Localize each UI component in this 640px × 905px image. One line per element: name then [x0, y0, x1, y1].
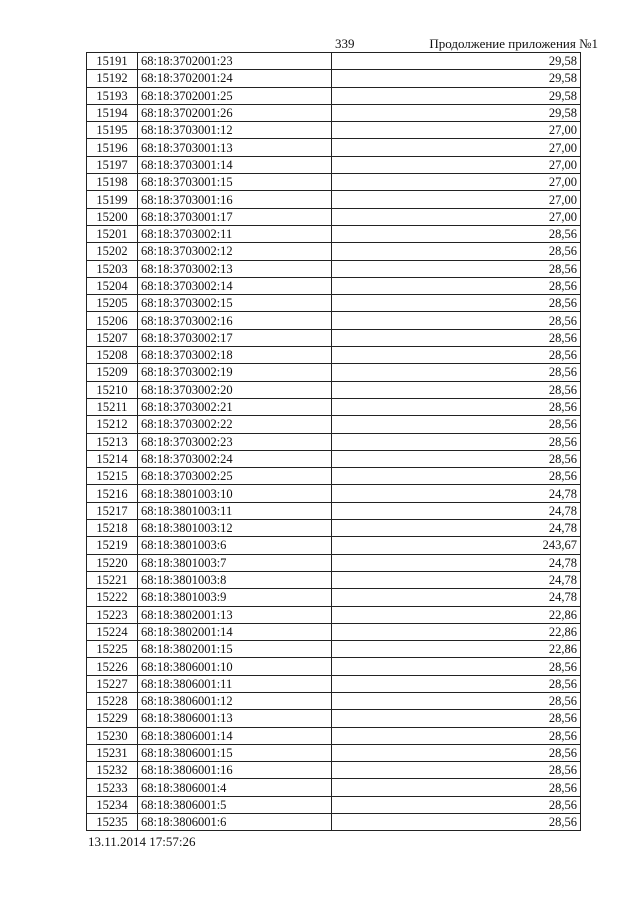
row-number-cell: 15228 [87, 692, 138, 709]
row-number-cell: 15191 [87, 53, 138, 70]
value-cell: 28,56 [332, 692, 581, 709]
cadastral-number-cell: 68:18:3702001:23 [138, 53, 332, 70]
value-cell: 29,58 [332, 70, 581, 87]
value-cell: 28,56 [332, 329, 581, 346]
value-cell: 27,00 [332, 208, 581, 225]
table-row [87, 191, 581, 208]
cadastral-number-cell: 68:18:3703001:16 [138, 191, 332, 208]
cadastral-number-cell: 68:18:3702001:25 [138, 87, 332, 104]
table-row [87, 329, 581, 346]
table-row [87, 520, 581, 537]
value-cell: 27,00 [332, 139, 581, 156]
cadastral-number-cell: 68:18:3703002:17 [138, 329, 332, 346]
row-number-cell: 15212 [87, 416, 138, 433]
cadastral-number-cell: 68:18:3806001:6 [138, 814, 332, 831]
cadastral-number-cell: 68:18:3703001:13 [138, 139, 332, 156]
value-cell: 28,56 [332, 398, 581, 415]
table-row [87, 225, 581, 242]
cadastral-number-cell: 68:18:3801003:9 [138, 589, 332, 606]
row-number-cell: 15227 [87, 675, 138, 692]
page-number: 339 [335, 36, 355, 51]
table-row [87, 156, 581, 173]
cadastral-number-cell: 68:18:3703002:19 [138, 364, 332, 381]
row-number-cell: 15226 [87, 658, 138, 675]
cadastral-number-cell: 68:18:3702001:26 [138, 104, 332, 121]
value-cell: 22,86 [332, 623, 581, 640]
cadastral-number-cell: 68:18:3703002:14 [138, 277, 332, 294]
value-cell: 24,78 [332, 485, 581, 502]
cadastral-number-cell: 68:18:3806001:4 [138, 779, 332, 796]
row-number-cell: 15199 [87, 191, 138, 208]
row-number-cell: 15230 [87, 727, 138, 744]
cadastral-number-cell: 68:18:3802001:13 [138, 606, 332, 623]
value-cell: 28,56 [332, 779, 581, 796]
row-number-cell: 15202 [87, 243, 138, 260]
value-cell: 28,56 [332, 744, 581, 761]
row-number-cell: 15215 [87, 468, 138, 485]
cadastral-number-cell: 68:18:3703002:25 [138, 468, 332, 485]
table-row [87, 554, 581, 571]
continuation-label: Продолжение приложения №1 [429, 36, 598, 51]
table-row [87, 537, 581, 554]
value-cell: 28,56 [332, 762, 581, 779]
row-number-cell: 15194 [87, 104, 138, 121]
cadastral-number-cell: 68:18:3703002:22 [138, 416, 332, 433]
cadastral-number-cell: 68:18:3806001:13 [138, 710, 332, 727]
row-number-cell: 15232 [87, 762, 138, 779]
value-cell: 24,78 [332, 571, 581, 588]
value-cell: 29,58 [332, 87, 581, 104]
table-row [87, 416, 581, 433]
value-cell: 29,58 [332, 104, 581, 121]
value-cell: 28,56 [332, 416, 581, 433]
value-cell: 28,56 [332, 450, 581, 467]
cadastral-number-cell: 68:18:3806001:5 [138, 796, 332, 813]
cadastral-number-cell: 68:18:3806001:15 [138, 744, 332, 761]
value-cell: 28,56 [332, 277, 581, 294]
row-number-cell: 15198 [87, 174, 138, 191]
value-cell: 27,00 [332, 122, 581, 139]
cadastral-number-cell: 68:18:3801003:10 [138, 485, 332, 502]
table-body [87, 53, 581, 831]
table-row [87, 589, 581, 606]
table-row [87, 692, 581, 709]
row-number-cell: 15197 [87, 156, 138, 173]
row-number-cell: 15224 [87, 623, 138, 640]
row-number-cell: 15216 [87, 485, 138, 502]
value-cell: 28,56 [332, 468, 581, 485]
cadastral-number-cell: 68:18:3806001:11 [138, 675, 332, 692]
table-row [87, 727, 581, 744]
table-row [87, 571, 581, 588]
table-row [87, 87, 581, 104]
row-number-cell: 15200 [87, 208, 138, 225]
value-cell: 28,56 [332, 225, 581, 242]
table-row [87, 122, 581, 139]
table-row [87, 295, 581, 312]
cadastral-number-cell: 68:18:3703002:23 [138, 433, 332, 450]
row-number-cell: 15210 [87, 381, 138, 398]
cadastral-number-cell: 68:18:3801003:8 [138, 571, 332, 588]
value-cell: 28,56 [332, 675, 581, 692]
cadastral-number-cell: 68:18:3702001:24 [138, 70, 332, 87]
row-number-cell: 15219 [87, 537, 138, 554]
table-row [87, 70, 581, 87]
cadastral-number-cell: 68:18:3703002:24 [138, 450, 332, 467]
table-row [87, 53, 581, 70]
cadastral-number-cell: 68:18:3801003:11 [138, 502, 332, 519]
value-cell: 27,00 [332, 156, 581, 173]
cadastral-number-cell: 68:18:3806001:12 [138, 692, 332, 709]
cadastral-number-cell: 68:18:3703002:16 [138, 312, 332, 329]
row-number-cell: 15222 [87, 589, 138, 606]
table-row [87, 710, 581, 727]
table-row [87, 641, 581, 658]
row-number-cell: 15208 [87, 347, 138, 364]
table-row [87, 814, 581, 831]
table-row [87, 208, 581, 225]
cadastral-number-cell: 68:18:3703001:15 [138, 174, 332, 191]
row-number-cell: 15205 [87, 295, 138, 312]
value-cell: 28,56 [332, 433, 581, 450]
row-number-cell: 15195 [87, 122, 138, 139]
table-row [87, 364, 581, 381]
row-number-cell: 15223 [87, 606, 138, 623]
value-cell: 243,67 [332, 537, 581, 554]
row-number-cell: 15221 [87, 571, 138, 588]
value-cell: 28,56 [332, 710, 581, 727]
table-row [87, 312, 581, 329]
row-number-cell: 15192 [87, 70, 138, 87]
table-row [87, 243, 581, 260]
value-cell: 22,86 [332, 641, 581, 658]
row-number-cell: 15203 [87, 260, 138, 277]
table-row [87, 381, 581, 398]
row-number-cell: 15218 [87, 520, 138, 537]
table-row [87, 779, 581, 796]
table-row [87, 675, 581, 692]
value-cell: 28,56 [332, 658, 581, 675]
table-row [87, 277, 581, 294]
cadastral-number-cell: 68:18:3703001:17 [138, 208, 332, 225]
row-number-cell: 15225 [87, 641, 138, 658]
value-cell: 28,56 [332, 243, 581, 260]
value-cell: 28,56 [332, 727, 581, 744]
value-cell: 27,00 [332, 191, 581, 208]
row-number-cell: 15213 [87, 433, 138, 450]
cadastral-number-cell: 68:18:3802001:14 [138, 623, 332, 640]
value-cell: 24,78 [332, 554, 581, 571]
row-number-cell: 15233 [87, 779, 138, 796]
table-row [87, 658, 581, 675]
cadastral-number-cell: 68:18:3703002:11 [138, 225, 332, 242]
cadastral-number-cell: 68:18:3801003:7 [138, 554, 332, 571]
value-cell: 29,58 [332, 53, 581, 70]
table-row [87, 606, 581, 623]
row-number-cell: 15193 [87, 87, 138, 104]
value-cell: 28,56 [332, 814, 581, 831]
table-row [87, 468, 581, 485]
row-number-cell: 15220 [87, 554, 138, 571]
value-cell: 24,78 [332, 589, 581, 606]
value-cell: 27,00 [332, 174, 581, 191]
cadastral-number-cell: 68:18:3703002:21 [138, 398, 332, 415]
data-table [86, 52, 581, 831]
table-row [87, 623, 581, 640]
row-number-cell: 15235 [87, 814, 138, 831]
table-row [87, 796, 581, 813]
value-cell: 24,78 [332, 520, 581, 537]
table-row [87, 260, 581, 277]
row-number-cell: 15204 [87, 277, 138, 294]
row-number-cell: 15231 [87, 744, 138, 761]
cadastral-number-cell: 68:18:3801003:12 [138, 520, 332, 537]
cadastral-number-cell: 68:18:3802001:15 [138, 641, 332, 658]
row-number-cell: 15229 [87, 710, 138, 727]
value-cell: 28,56 [332, 347, 581, 364]
cadastral-number-cell: 68:18:3806001:14 [138, 727, 332, 744]
table-row [87, 450, 581, 467]
row-number-cell: 15211 [87, 398, 138, 415]
row-number-cell: 15196 [87, 139, 138, 156]
cadastral-number-cell: 68:18:3703002:18 [138, 347, 332, 364]
value-cell: 28,56 [332, 295, 581, 312]
table-row [87, 174, 581, 191]
row-number-cell: 15207 [87, 329, 138, 346]
cadastral-number-cell: 68:18:3703002:15 [138, 295, 332, 312]
row-number-cell: 15234 [87, 796, 138, 813]
value-cell: 28,56 [332, 364, 581, 381]
table-row [87, 433, 581, 450]
value-cell: 28,56 [332, 260, 581, 277]
cadastral-number-cell: 68:18:3703002:12 [138, 243, 332, 260]
cadastral-number-cell: 68:18:3703002:13 [138, 260, 332, 277]
cadastral-number-cell: 68:18:3806001:16 [138, 762, 332, 779]
row-number-cell: 15201 [87, 225, 138, 242]
print-timestamp: 13.11.2014 17:57:26 [88, 834, 196, 849]
table-row [87, 485, 581, 502]
row-number-cell: 15209 [87, 364, 138, 381]
cadastral-number-cell: 68:18:3703001:12 [138, 122, 332, 139]
table-row [87, 744, 581, 761]
row-number-cell: 15206 [87, 312, 138, 329]
value-cell: 28,56 [332, 796, 581, 813]
row-number-cell: 15214 [87, 450, 138, 467]
table-row [87, 104, 581, 121]
table-row [87, 139, 581, 156]
row-number-cell: 15217 [87, 502, 138, 519]
value-cell: 22,86 [332, 606, 581, 623]
table-row [87, 347, 581, 364]
value-cell: 28,56 [332, 312, 581, 329]
cadastral-number-cell: 68:18:3801003:6 [138, 537, 332, 554]
cadastral-number-cell: 68:18:3703002:20 [138, 381, 332, 398]
cadastral-number-cell: 68:18:3703001:14 [138, 156, 332, 173]
cadastral-number-cell: 68:18:3806001:10 [138, 658, 332, 675]
value-cell: 28,56 [332, 381, 581, 398]
table-row [87, 762, 581, 779]
table-row [87, 502, 581, 519]
table-row [87, 398, 581, 415]
value-cell: 24,78 [332, 502, 581, 519]
